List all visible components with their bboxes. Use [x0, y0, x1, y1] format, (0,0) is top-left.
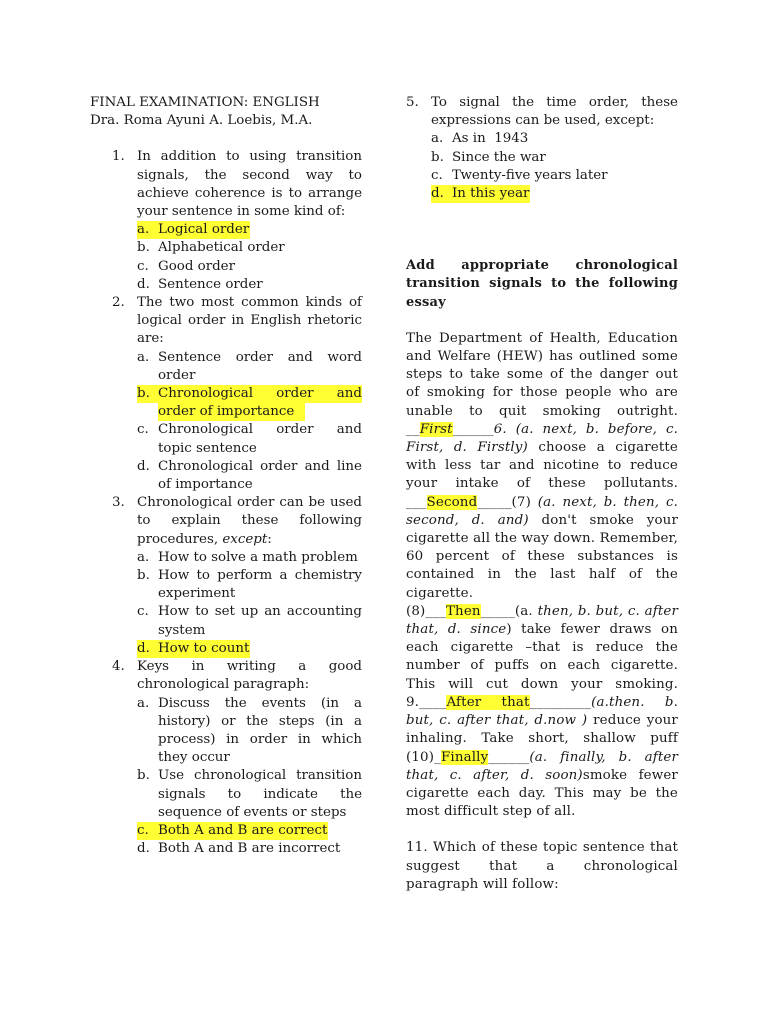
- question-text: To signal the time order, these expressions can be used, except:: [431, 95, 678, 129]
- option-d[interactable]: d. How to count: [137, 640, 250, 658]
- question-5: [384, 94, 678, 203]
- left-column: [90, 94, 362, 858]
- option-b[interactable]: b. Alphabetical order: [137, 240, 285, 256]
- blank-7[interactable]: ___Second_____: [406, 494, 512, 510]
- option-c[interactable]: c. How to set up an accounting system: [137, 604, 362, 638]
- option-c[interactable]: c. Good order: [137, 258, 236, 274]
- option-a[interactable]: a. How to solve a math problem: [137, 549, 358, 565]
- option-c[interactable]: c. Both A and B are correct: [137, 822, 328, 840]
- right-column: [406, 94, 678, 894]
- question-number: 3.: [112, 495, 125, 511]
- answer-7: Second: [426, 494, 478, 510]
- option-d[interactable]: d. Chronological order and line of importance: [137, 458, 362, 493]
- choices-7: (a. next, b. then, c. second, d. and): [406, 494, 678, 528]
- essay-instruction: Add appropriate chronological transition signals to the following essay: [406, 258, 678, 310]
- question-number: 1.: [112, 149, 125, 165]
- option-a[interactable]: a. Logical order: [137, 221, 250, 239]
- blank-6[interactable]: __First______: [406, 421, 494, 437]
- option-d[interactable]: d. In this year: [431, 185, 530, 203]
- question-4: [90, 658, 362, 858]
- question-number: 5.: [406, 95, 419, 110]
- choices-6: (a. next, b. before, c. First, d. Firstly): [406, 421, 679, 456]
- option-d[interactable]: d. Both A and B are incorrect: [137, 841, 341, 857]
- option-b[interactable]: b. Use chronological transition signals to indicate the sequence of events or steps: [137, 768, 362, 820]
- option-c[interactable]: c. Chronological order and topic sentence: [137, 422, 362, 456]
- option-b[interactable]: b. How to perform a chemistry experiment: [137, 568, 362, 602]
- exam-author: Dra. Roma Ayuni A. Loebis, M.A.: [90, 113, 313, 129]
- essay-paragraph: The Department of Health, Education and Welfare (HEW) has outlined some steps to take some of the danger out of smoking for those people who are unable to quit smoking outright. __First______6. (a. next, b. before, c. First, d. Firstly) choose a cigarette with less tar and nicotine to reduce your intake of these pollutants. ___Second_____(7) (a. next, b. then, c. second, d. and) don't smoke your cigarette all the way down. Remember, 60 percent of these substances is contained in the last half of the cigarette. (8)___Then_____(a. then, b. but, c. after that, d. since) take fewer draws on each cigarette –that is reduce the number of puffs on each cigarette. This will cut down your smoking. 9.____After that_________(a.then. b. but, c. after that, d.now ) reduce your inhaling. Take short, shallow puff (10)_Finally______(a. finally, b. after that, c. after, d. soon)smoke fewer cigarette each day. This may be the most difficult step of all.: [406, 330, 679, 820]
- choices-9: (a.then. b. but, c. after that, d.now ): [406, 694, 678, 729]
- answer-8: Then: [445, 603, 481, 619]
- question-number: 4.: [112, 659, 125, 675]
- blank-10[interactable]: _Finally______: [434, 749, 530, 765]
- question-text: Chronological order can be used to explain these following procedures, except:: [137, 495, 362, 547]
- blank-9[interactable]: ____After that_________: [419, 694, 592, 710]
- answer-9: After that: [446, 694, 530, 710]
- option-c[interactable]: c. Twenty-five years later: [431, 167, 608, 183]
- option-b[interactable]: b. Chronological order and order of importance: [137, 385, 362, 421]
- question-number: 2.: [112, 295, 125, 311]
- option-a[interactable]: a. Discuss the events (in a history) or the steps (in a process) in order in which they occur: [137, 695, 362, 766]
- question-text: In addition to using transition signals, the second way to achieve coherence is to arrange your sentence in some kind of:: [137, 149, 362, 220]
- choices-8: then, b. but, c. after that, d. since: [406, 603, 679, 638]
- question-text: The two most common kinds of logical order in English rhetoric are:: [137, 295, 362, 347]
- blank-8[interactable]: ___Then_____: [425, 603, 515, 619]
- question-2: [90, 294, 362, 494]
- question-text: Keys in writing a good chronological paragraph:: [137, 659, 362, 693]
- option-b[interactable]: b. Since the war: [431, 149, 546, 165]
- option-a[interactable]: a. As in 1943: [431, 131, 529, 147]
- exam-title: FINAL EXAMINATION: ENGLISH: [90, 95, 320, 110]
- option-d[interactable]: d. Sentence order: [137, 276, 263, 292]
- question-1: [90, 148, 362, 294]
- option-a[interactable]: a. Sentence order and word order: [137, 349, 362, 383]
- question-3: [90, 494, 362, 658]
- question-11: 11. Which of these topic sentence that suggest that a chronological paragraph will follow:: [406, 840, 678, 892]
- choices-10: (a. finally, b. after that, c. after, d. soon): [406, 749, 678, 783]
- answer-10: Finally: [440, 749, 489, 765]
- answer-6: First: [419, 421, 453, 437]
